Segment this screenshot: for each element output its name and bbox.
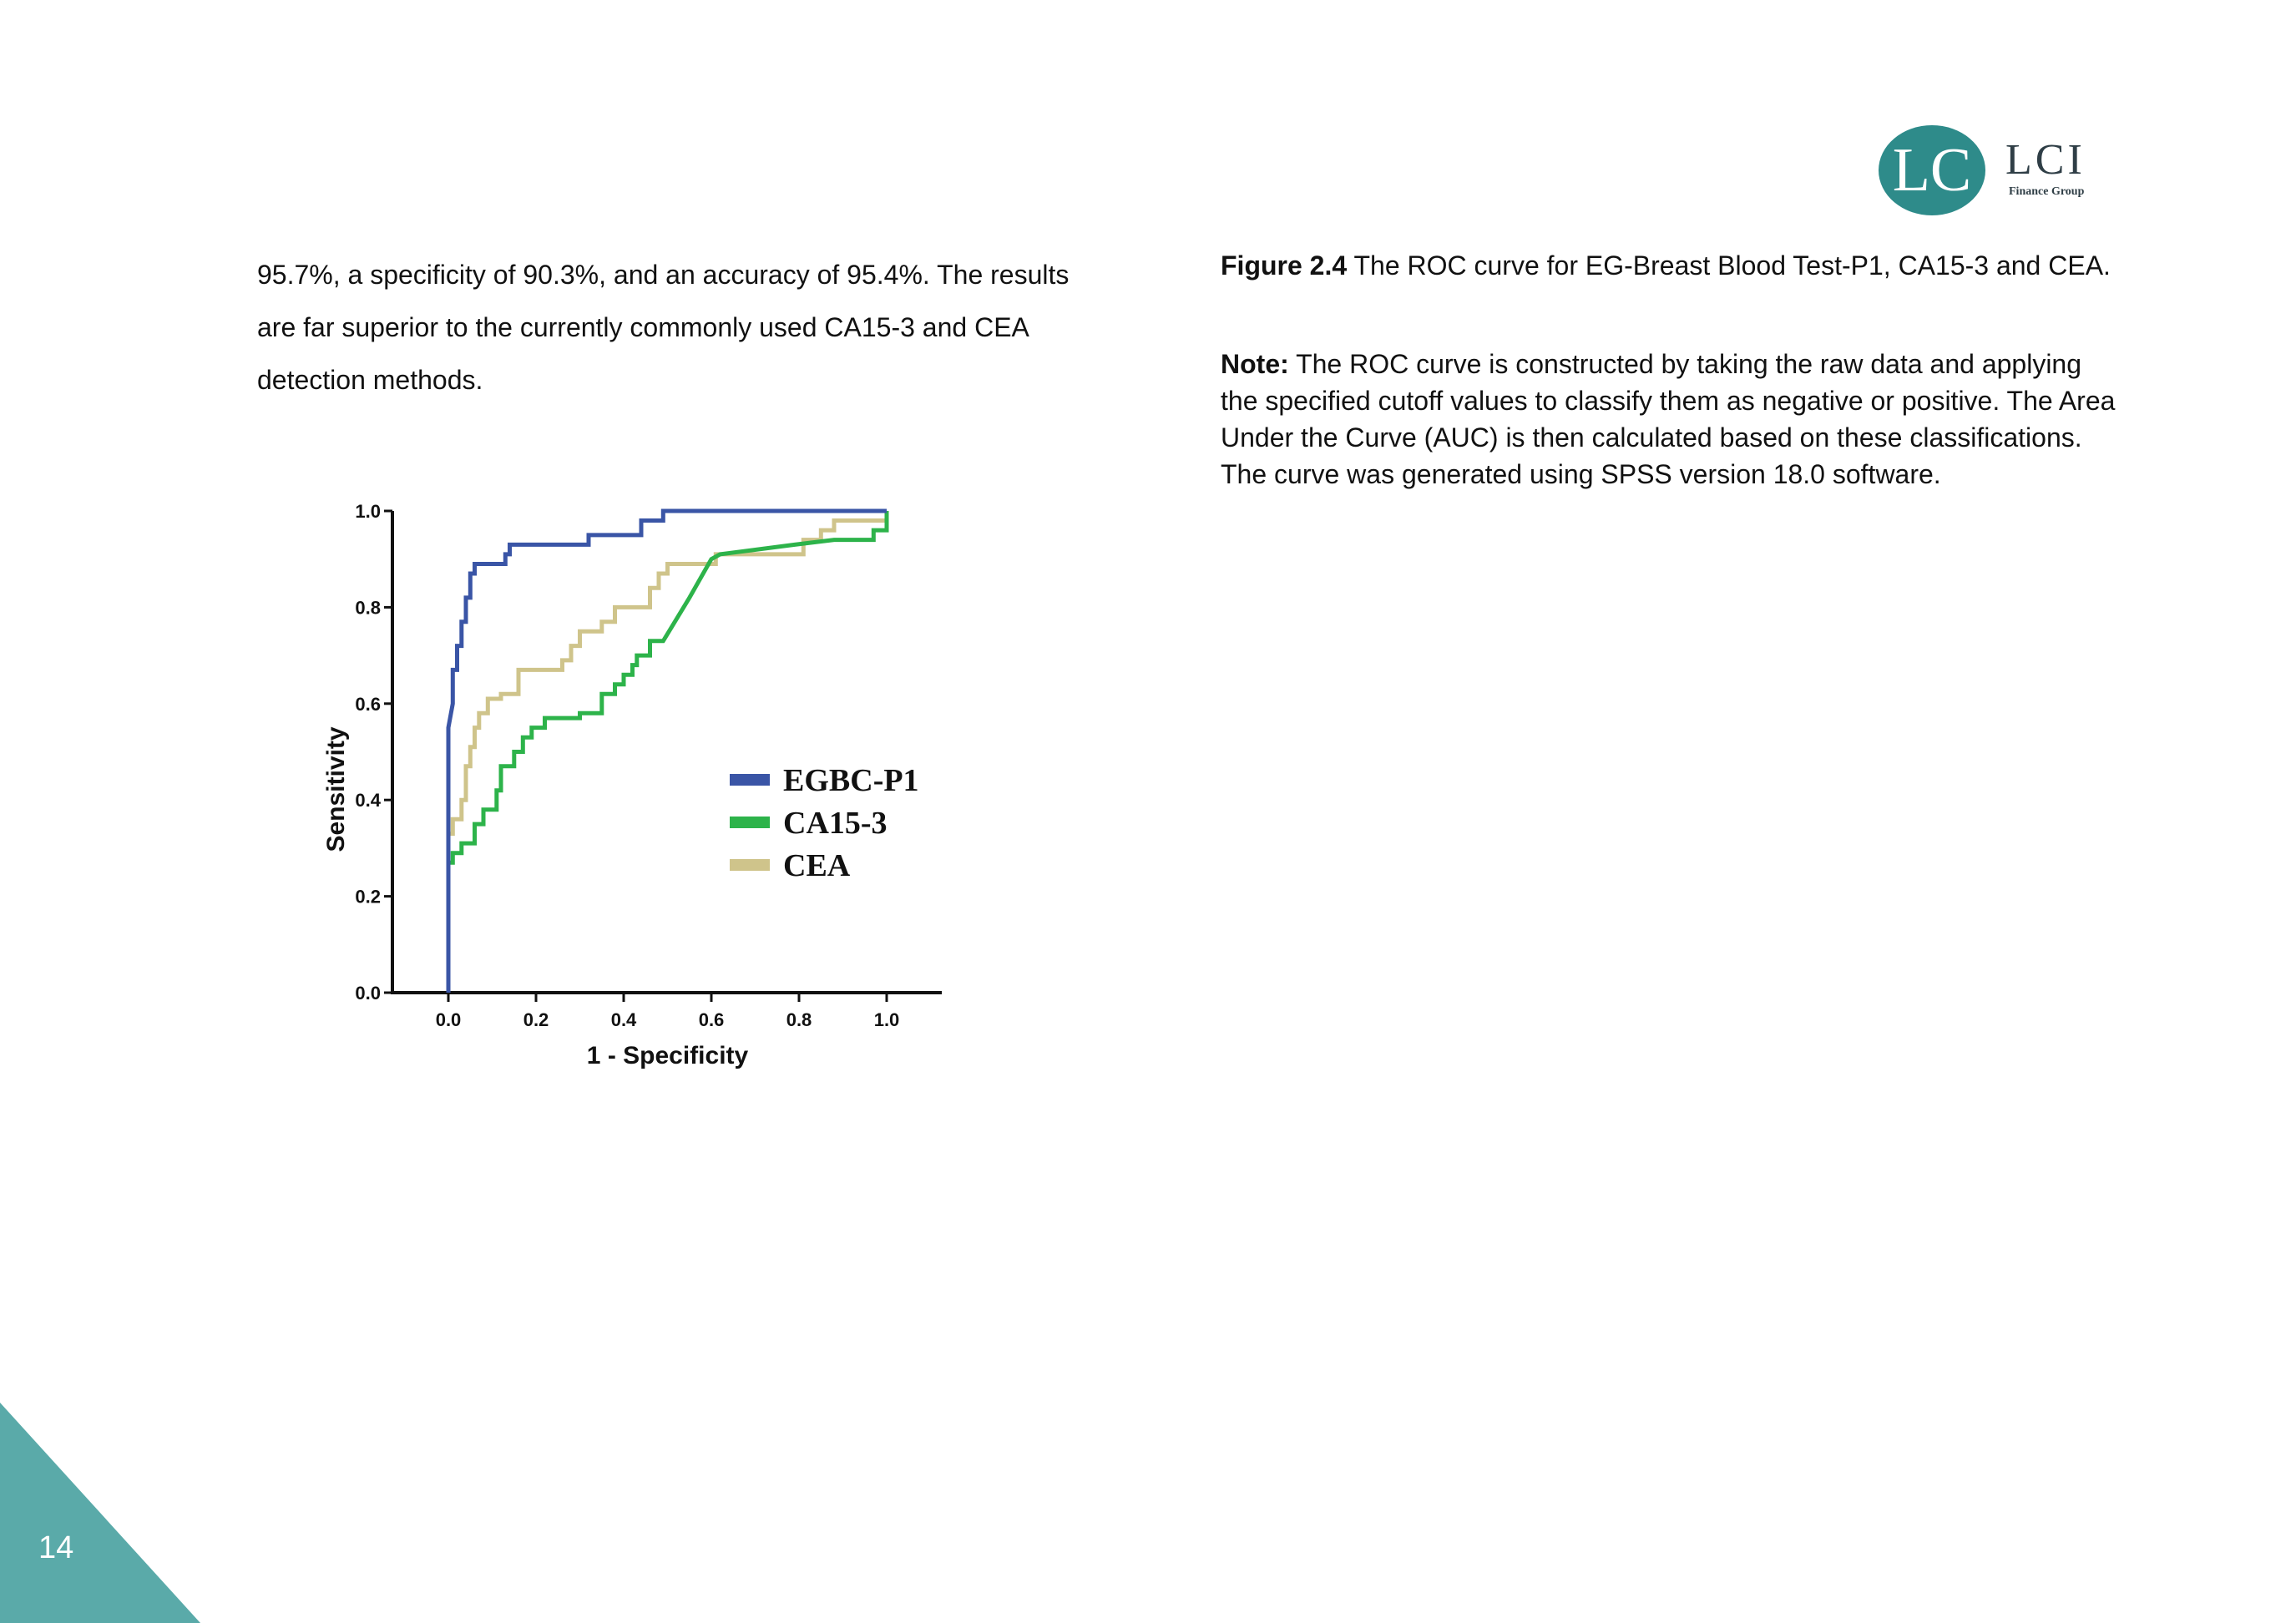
legend-label: EGBC-P1 xyxy=(783,763,919,798)
page-corner-triangle xyxy=(0,1403,200,1623)
figure-caption xyxy=(1221,247,2122,284)
x-axis-label: 1 - Specificity xyxy=(586,1042,749,1069)
x-tick-label: 0.2 xyxy=(523,1009,549,1030)
x-tick-label: 0.0 xyxy=(435,1009,462,1030)
roc-chart xyxy=(309,476,960,1077)
logo-name: LCI xyxy=(2005,136,2086,184)
legend-label: CEA xyxy=(783,848,851,883)
logo-monogram: LC xyxy=(1879,125,1985,215)
figure-note xyxy=(1221,346,2122,493)
y-tick-label: 0.8 xyxy=(355,597,381,619)
y-tick-label: 0.6 xyxy=(355,693,381,715)
x-tick-label: 0.8 xyxy=(786,1009,812,1030)
x-tick-label: 0.6 xyxy=(698,1009,725,1030)
y-axis-label: Sensitivity xyxy=(322,726,350,852)
body-paragraph: 95.7%, a specificity of 90.3%, and an accuracy of 95.4%. The results are far superior to the currently commonly used CA15-3 and CEA detection methods. xyxy=(257,260,1070,395)
y-tick-label: 0.0 xyxy=(355,983,381,1004)
figure-note-label: Note: xyxy=(1221,349,1289,379)
legend-swatch-cea xyxy=(730,859,770,871)
y-tick-label: 0.2 xyxy=(355,886,381,908)
y-tick-label: 0.4 xyxy=(355,790,381,812)
y-tick-label: 1.0 xyxy=(355,501,381,522)
legend-label: CA15-3 xyxy=(783,806,888,841)
page-number: 14 xyxy=(38,1530,74,1565)
company-logo xyxy=(1879,125,2129,217)
x-tick-label: 0.4 xyxy=(610,1009,637,1030)
figure-caption-label: Figure 2.4 xyxy=(1221,250,1348,281)
figure-caption-text: The ROC curve for EG-Breast Blood Test-P1, CA15-3 and CEA. xyxy=(1347,250,2111,281)
legend-swatch-ca15-3 xyxy=(730,817,770,828)
figure-note-text: The ROC curve is constructed by taking the raw data and applying the specified cutoff values to classify them as negative or positive. The Area Under the Curve (AUC) is then calculated based on these classifications. The curve was generated using SPSS version 18.0 software. xyxy=(1221,349,2116,489)
logo-subtitle: Finance Group xyxy=(2009,185,2085,198)
x-tick-label: 1.0 xyxy=(873,1009,900,1030)
legend-swatch-egbc-p1 xyxy=(730,774,770,786)
